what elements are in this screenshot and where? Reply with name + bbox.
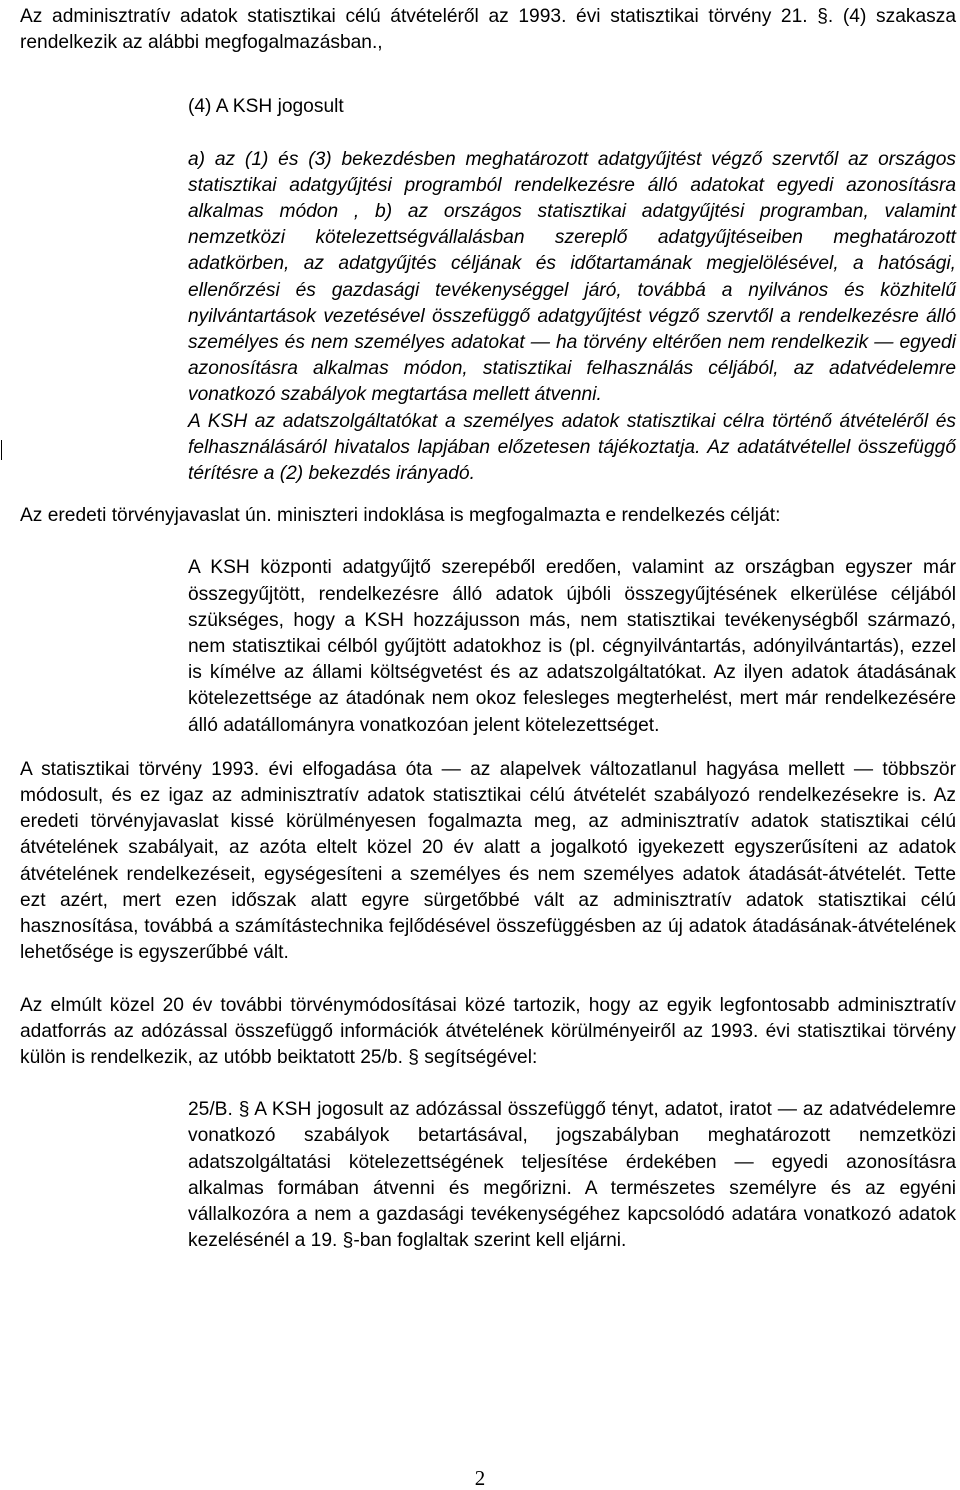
document-page (20, 0, 956, 1254)
quote-tail: A KSH az adatszolgáltatókat a személyes adatok statisztikai célra történő átvételéről és felhasználásáról hivatalos lapjában előzetesen tájékoztatja. Az adatátvétellel összefüggő térítésre a (2) bekezdés irányadó. (188, 410, 956, 485)
quote2-paragraph: A KSH központi adatgyűjtő szerepéből eredően, valamint az országban egyszer már összegyűjtött, rendelkezésre álló adatok újbóli összegyűjtésének elkerülése céljából szükséges, hogy a KSH hozzájusson más, nem statisztikai tevékenységből származó, nem statisztikai célból gyűjtött adatokhoz is (pl. cégnyilvántartás, adónyilvántartás), ezzel is kímélve az állami költségvetést és az adatszolgáltatókat. Az ilyen adatok átadásának kötelezettsége az átadónak nem okoz felesleges megterhelést, mert már rendelkezésére álló adatállományra vonatkozóan jelent kötelezettséget. (188, 557, 956, 736)
intro2-paragraph: Az eredeti törvényjavaslat ún. miniszteri indoklása is megfogalmazta e rendelkezés célját: (20, 505, 781, 527)
intro-paragraph: Az adminisztratív adatok statisztikai célú átvételéről az 1993. évi statisztikai törvény 21. §. (4) szakasza rendelkezik az alábbi megfogalmazásban., (20, 6, 956, 54)
quote-body: a) az (1) és (3) bekezdésben meghatározott adatgyűjtést végző szervtől az országos statisztikai adatgyűjtési programból rendelkezésre álló adatokat egyedi azonosításra alkalmas módon , b) az országos statisztikai adatgyűjtési programban, valamint nemzetközi kötelezettségvállalásban szereplő adatgyűjtéseiben meghatározott adatkörben, az adatgyűjtés céljának és időtartamának megjelölésével, a hatósági, ellenőrzési és gazdasági tevékenységgel járó, továbbá a nyilvános és közhitelű nyilvántartások vezetésével összefüggő adatgyűjtést végző szervtől a rendelkezésre álló személyes és nem személyes adatokat — ha törvény eltérően nem rendelkezik — egyedi azonosításra alkalmas módon, statisztikai felhasználás céljából, az adatvédelemre vonatkozó szabályok megtartása mellett átvenni. (188, 148, 956, 406)
recent-paragraph: Az elmúlt közel 20 év további törvénymódosításai közé tartozik, hogy az egyik legfontosabb adminisztratív adatforrás az adózással összefüggő információk átvételének körülményeiről az 1993. évi statisztikai törvény külön is rendelkezik, az utóbb beiktatott 25/b. § segítségével: (20, 994, 956, 1068)
quote3-paragraph: 25/B. § A KSH jogosult az adózással összefüggő tényt, adatot, iratot — az adatvédelemre vonatkozó szabályok betartásával, jogszabályban meghatározott nemzetközi adatszolgáltatási kötelezettségének teljesítése érdekében — egyedi azonosításra alkalmas formában átvenni és megőrizni. A természetes személyre és az egyéni vállalkozóra a nem a gazdasági tevékenységéhez kapcsolódó adatára vonatkozó adatok kezelésénél a 19. §-ban foglaltak szerint kell eljárni. (188, 1099, 956, 1252)
page-number: 2 (474, 1466, 486, 1490)
change-bar (1, 440, 2, 460)
quote-heading: (4) A KSH jogosult (188, 96, 344, 118)
history-paragraph: A statisztikai törvény 1993. évi elfogadása óta — az alapelvek változatlanul hagyása mellett — többször módosult, és ez igaz az adminisztratív adatok statisztikai célú átvételét szabályozó rendelkezésekre is. Az eredeti törvényjavaslat kissé körülményesen fogalmazta meg, az adminisztratív adatok statisztikai célú átvételének szabályait, az azóta eltelt közel 20 év alatt a jogalkotó igyekezett egyszerűsíteni az adatok átvételének rendelkezéseit, egységesíteni a személyes és nem személyes adatok átadását-átvételét. Tette ezt azért, mert ezen időszak alatt egyre sürgetőbbé vált az adminisztratív adatok statisztikai célú hasznosítása, továbbá a számítástechnika fejlődésével összefüggésben az új adatok átadásának-átvételének lehetősége is egyszerűbbé vált. (20, 758, 956, 964)
